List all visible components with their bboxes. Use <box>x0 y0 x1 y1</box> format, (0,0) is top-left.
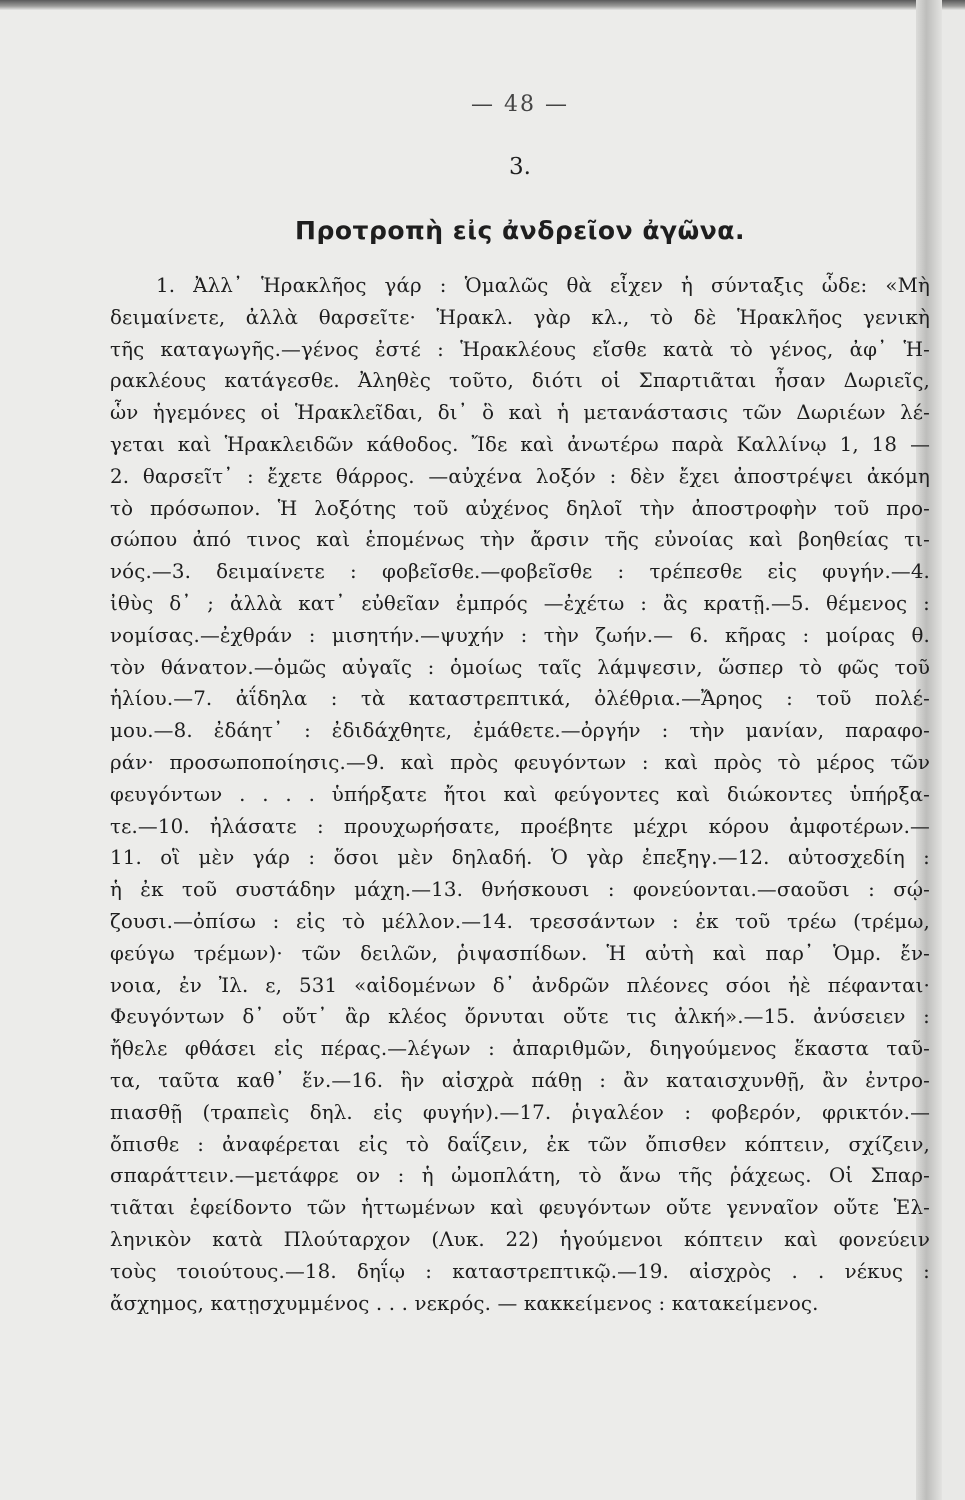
text-line: 1. Ἀλλ᾽ Ἡρακλῆος γάρ : Ὁμαλῶς θὰ εἶχεν ἡ σύνταξις ὧδε: «Μὴ <box>156 274 930 297</box>
text-line: πιασθῇ (τραπεὶς δηλ. εἰς φυγήν).—17. ῥιγαλέον : φοβερόν, φρικτόν.— <box>110 1100 930 1124</box>
text-line: σπαράττειν.—μετάφρε ον : ἡ ὠμοπλάτη, τὸ ἄνω τῆς ῥάχεως. Οἱ Σπαρ- <box>110 1164 930 1188</box>
page-number: — 48 — <box>471 92 569 117</box>
text-line: μου.—8. ἐδάητ᾽ : ἐδιδάχθητε, ἐμάθετε.—ὀργήν : τὴν μανίαν, παραφο- <box>110 719 930 743</box>
text-line: σώπου ἀπό τινος καὶ ἑπομένως τὴν ἄρσιν τῆς εὐνοίας καὶ βοηθείας τι- <box>110 528 930 552</box>
text-line: ὧν ἡγεμόνες οἱ Ἡρακλεῖδαι, δι᾽ ὃ καὶ ἡ μετανάστασις τῶν Δωριέων λέ- <box>110 401 930 425</box>
text-line: φεύγω τρέμων)· τῶν δειλῶν, ῥιψασπίδων. Ἡ αὐτὴ καὶ παρ᾽ Ὁμρ. ἔν- <box>110 941 930 965</box>
text-line: τῆς καταγωγῆς.—γένος ἐστέ : Ἡρακλέους εἴσθε κατὰ τὸ γένος, ἀφ᾽ Ἡ- <box>110 337 930 361</box>
text-line: γεται καὶ Ἡρακλειδῶν κάθοδος. Ἴδε καὶ ἀνωτέρω παρὰ Καλλίνῳ 1, 18 — <box>110 432 930 456</box>
text-line: τοὺς τοιούτους.—18. δηΐῳ : καταστρεπτικῷ.—19. αἰσχρὸς . . νέκυς : <box>110 1259 930 1283</box>
text-line: ἡ ἐκ τοῦ συστάδην μάχη.—13. θνήσκουσι : φονεύονται.—σαοῦσι : σῴ- <box>110 878 930 902</box>
text-line: δειμαίνετε, ἀλλὰ θαρσεῖτε· Ἡρακλ. γὰρ κλ., τὸ δὲ Ἡρακλῆος γενικὴ <box>110 305 930 329</box>
text-line: τα, ταῦτα καθ᾽ ἕν.—16. ἣν αἰσχρὰ πάθῃ : ἂν καταισχυνθῇ, ἂν ἐντρο- <box>110 1068 930 1092</box>
text-line: νομίσας.—ἐχθράν : μισητήν.—ψυχήν : τὴν ζωήν.— 6. κῆρας : μοίρας θ. <box>110 623 930 647</box>
text-line: 11. οἳ μὲν γάρ : ὅσοι μὲν δηλαδή. Ὁ γὰρ ἐπεξηγ.—12. αὐτοσχεδίη : <box>110 846 930 870</box>
commentary-text <box>110 270 930 1319</box>
text-line: νοια, ἐν Ἰλ. ε, 531 «αἰδομένων δ᾽ ἀνδρῶν πλέονες σόοι ἠὲ πέφανται· <box>110 973 930 997</box>
text-line: Φευγόντων δ᾽ οὔτ᾽ ἂρ κλέος ὄρνυται οὔτε τις ἀλκή».—15. ἀνύσειεν : <box>110 1005 930 1029</box>
text-line: τε.—10. ἠλάσατε : προυχωρήσατε, προέβητε μέχρι κόρου ἀμφοτέρων.— <box>110 814 930 838</box>
text-line: ἤθελε φθάσει εἰς πέρας.—λέγων : ἀπαριθμῶν, διηγούμενος ἕκαστα ταῦ- <box>110 1037 930 1061</box>
text-line: τὸ πρόσωπον. Ἡ λοξότης τοῦ αὐχένος δηλοῖ τὴν ἀποστροφὴν τοῦ προ- <box>110 496 930 520</box>
text-line: φευγόντων . . . . ὑπήρξατε ἤτοι καὶ φεύγοντες καὶ διώκοντες ὑπήρξα- <box>110 782 930 806</box>
text-line: ληνικὸν κατὰ Πλούταρχον (Λυκ. 22) ἡγούμενοι κόπτειν καὶ φονεύειν <box>110 1227 930 1251</box>
text-line: ράν· προσωποποίησις.—9. καὶ πρὸς φευγόντων : καὶ πρὸς τὸ μέρος τῶν <box>110 750 930 774</box>
section-title: Προτροπὴ εἰς ἀνδρεῖον ἀγῶνα. <box>295 216 745 245</box>
page-top-edge <box>0 0 965 10</box>
text-line: ἰθὺς δ᾽ ; ἀλλὰ κατ᾽ εὐθεῖαν ἐμπρός —ἐχέτω : ἂς κρατῇ.—5. θέμενος : <box>110 591 930 615</box>
text-line: ρακλέους κατάγεσθε. Ἀληθὲς τοῦτο, διότι οἱ Σπαρτιᾶται ἦσαν Δωριεῖς, <box>110 369 930 393</box>
text-line: 2. θαρσεῖτ᾽ : ἔχετε θάρρος. —αὐχένα λοξόν : δὲν ἔχει ἀποστρέψει ἀκόμη <box>110 464 930 488</box>
text-line: ἄσχημος, κατῃσχυμμένος . . . νεκρός. — κακκείμενος : κατακείμενος. <box>110 1291 819 1315</box>
text-line: τὸν θάνατον.—ὁμῶς αὐγαῖς : ὁμοίως ταῖς λάμψεσιν, ὥσπερ τὸ φῶς τοῦ <box>110 655 930 679</box>
text-line: ὄπισθε : ἀναφέρεται εἰς τὸ δαΐζειν, ἐκ τῶν ὄπισθεν κόπτειν, σχίζειν, <box>110 1132 930 1156</box>
section-number: 3. <box>509 154 531 180</box>
text-line: τιᾶται ἐφείδοντο τῶν ἡττωμένων καὶ φευγόντων οὔτε γενναῖον οὔτε Ἑλ- <box>110 1196 930 1220</box>
text-line: νός.—3. δειμαίνετε : φοβεῖσθε.—φοβεῖσθε : τρέπεσθε εἰς φυγήν.—4. <box>110 560 930 584</box>
text-line: ἡλίου.—7. ἀΐδηλα : τὰ καταστρεπτικά, ὀλέθρια.—Ἄρηος : τοῦ πολέ- <box>110 687 930 711</box>
text-line: ζουσι.—ὀπίσω : εἰς τὸ μέλλον.—14. τρεσσάντων : ἐκ τοῦ τρέω (τρέμω, <box>110 909 930 933</box>
